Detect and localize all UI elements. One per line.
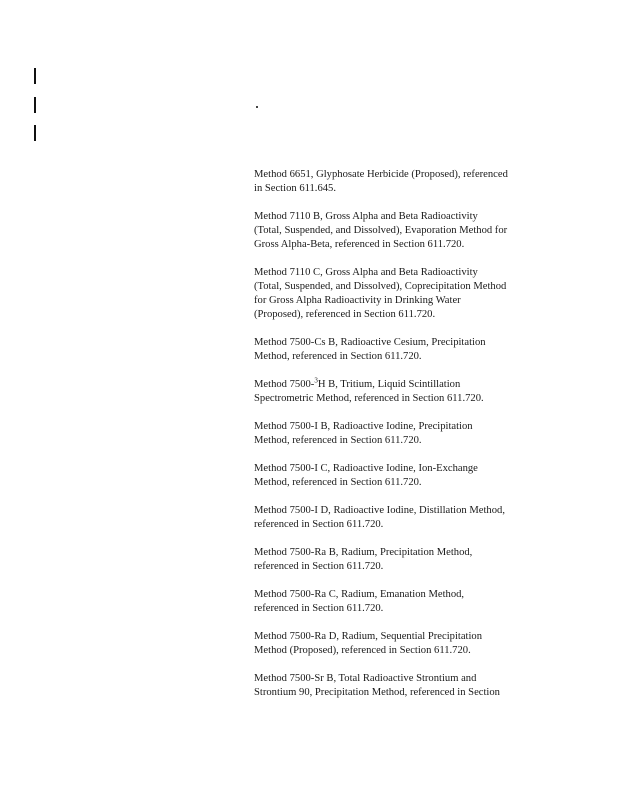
method-entry [254,630,554,658]
method-entry [254,168,554,196]
entry-line: (Proposed), referenced in Section 611.720. [254,309,436,320]
method-entry [254,210,554,252]
entry-line [254,378,554,392]
entry-line: Method 7110 C, Gross Alpha and Beta Radioactivity [254,267,478,278]
method-entry [254,420,554,448]
stray-dot [256,106,258,108]
method-list [254,168,554,700]
entry-line: referenced in Section 611.720. [254,519,384,530]
entry-line: (Total, Suspended, and Dissolved), Coprecipitation Method [254,281,507,292]
entry-line: Method 7500-Sr B, Total Radioactive Strontium and [254,673,477,684]
change-bar [34,97,36,113]
entry-line: Method 7500-I D, Radioactive Iodine, Distillation Method, [254,505,505,516]
entry-line: Method 7500-Ra D, Radium, Sequential Precipitation [254,631,483,642]
entry-line: Method, referenced in Section 611.720. [254,477,422,488]
entry-line: Method 7500-Cs B, Radioactive Cesium, Precipitation [254,337,486,348]
entry-line: for Gross Alpha Radioactivity in Drinking Water [254,295,461,306]
entry-line: Method 7500-Ra C, Radium, Emanation Method, [254,589,465,600]
entry-line: Method 7500-I B, Radioactive Iodine, Precipitation [254,421,473,432]
method-entry [254,462,554,490]
entry-line: referenced in Section 611.720. [254,561,384,572]
entry-line: Spectrometric Method, referenced in Section 611.720. [254,393,484,404]
change-bar [34,68,36,84]
entry-line: Method 7110 B, Gross Alpha and Beta Radioactivity [254,211,478,222]
entry-line: Method 6651, Glyphosate Herbicide (Proposed), referenced [254,169,508,180]
method-entry [254,546,554,574]
method-entry [254,266,554,322]
entry-line: Strontium 90, Precipitation Method, referenced in Section [254,687,500,698]
entry-line: (Total, Suspended, and Dissolved), Evaporation Method for [254,225,508,236]
entry-line: in Section 611.645. [254,183,336,194]
entry-prefix: Method 7500- [254,379,315,390]
entry-line: Method 7500-I C, Radioactive Iodine, Ion-Exchange [254,463,478,474]
entry-line: Method (Proposed), referenced in Section 611.720. [254,645,471,656]
entry-line: Gross Alpha-Beta, referenced in Section 611.720. [254,239,465,250]
entry-line: Method 7500-Ra B, Radium, Precipitation Method, [254,547,473,558]
method-entry [254,378,554,406]
method-entry [254,336,554,364]
method-entry [254,504,554,532]
entry-line: referenced in Section 611.720. [254,603,384,614]
entry-line: Method, referenced in Section 611.720. [254,351,422,362]
entry-rest: H B, Tritium, Liquid Scintillation [317,379,461,390]
superscript: 3 [314,376,318,385]
change-bar [34,125,36,141]
method-entry [254,672,554,700]
method-entry [254,588,554,616]
entry-line: Method, referenced in Section 611.720. [254,435,422,446]
